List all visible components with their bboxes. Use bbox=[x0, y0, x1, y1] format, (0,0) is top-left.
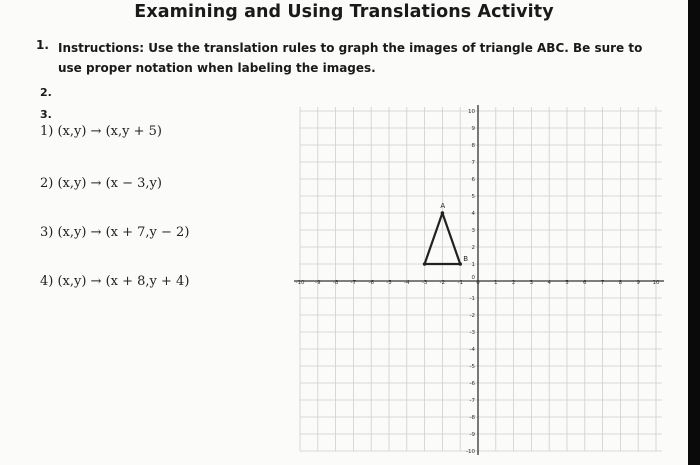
translation-rule-3: 3) (x,y) → (x + 7,y − 2) bbox=[40, 225, 190, 240]
x-tick-label: -9 bbox=[315, 280, 321, 286]
origin-label: 0 bbox=[471, 275, 475, 281]
y-tick-label: 3 bbox=[471, 228, 475, 234]
instruction-text: Instructions: Use the translation rules to graph the images of triangle ABC. Be sure to use proper notation when labeling the images. bbox=[58, 41, 643, 75]
y-tick-label: -10 bbox=[466, 449, 475, 455]
x-tick-label: 5 bbox=[565, 280, 569, 286]
y-tick-label: 7 bbox=[471, 160, 475, 166]
y-tick-label: -1 bbox=[469, 296, 475, 302]
x-tick-label: -7 bbox=[350, 280, 357, 286]
y-tick-label: -9 bbox=[469, 432, 475, 438]
x-tick-label: -3 bbox=[421, 280, 428, 286]
vertex-label-a: A bbox=[440, 202, 446, 210]
y-tick-label: -8 bbox=[469, 415, 475, 421]
x-tick-label: 6 bbox=[583, 280, 587, 286]
translation-rule-4: 4) (x,y) → (x + 8,y + 4) bbox=[40, 274, 190, 289]
x-tick-label: 4 bbox=[547, 280, 551, 286]
x-tick-label: -2 bbox=[439, 280, 446, 286]
y-tick-label: 10 bbox=[468, 109, 475, 115]
x-tick-label: 0 bbox=[476, 280, 480, 286]
x-tick-label: -5 bbox=[386, 280, 392, 286]
y-tick-label: 6 bbox=[471, 177, 475, 183]
triangle-vertex bbox=[423, 262, 427, 266]
item-number-3: 3. bbox=[40, 108, 52, 121]
x-tick-label: 8 bbox=[618, 280, 623, 286]
x-tick-label: -8 bbox=[332, 280, 339, 286]
y-tick-label: 5 bbox=[471, 194, 475, 200]
item-number-2: 2. bbox=[40, 86, 52, 99]
x-tick-label: 9 bbox=[636, 280, 640, 286]
y-tick-label: 2 bbox=[471, 245, 475, 251]
y-tick-label: 4 bbox=[471, 211, 475, 217]
vertex-label-b: B bbox=[463, 255, 469, 263]
y-tick-label: -4 bbox=[469, 347, 475, 353]
y-tick-label: -5 bbox=[469, 364, 475, 370]
translation-rule-2: 2) (x,y) → (x − 3,y) bbox=[40, 176, 162, 191]
instruction-number: 1. bbox=[36, 38, 49, 52]
y-tick-label: 8 bbox=[471, 143, 475, 149]
x-tick-label: -1 bbox=[457, 280, 463, 286]
triangle-vertex bbox=[441, 211, 445, 215]
y-tick-label: 1 bbox=[471, 262, 475, 268]
translation-rule-1: 1) (x,y) → (x,y + 5) bbox=[40, 124, 162, 139]
y-tick-label: -2 bbox=[469, 313, 475, 319]
x-tick-label: 7 bbox=[600, 280, 605, 286]
triangle-vertex bbox=[458, 262, 462, 266]
x-tick-label: 10 bbox=[652, 280, 660, 286]
y-tick-label: 9 bbox=[471, 126, 475, 132]
x-tick-label: -10 bbox=[295, 280, 305, 286]
x-tick-label: 2 bbox=[511, 280, 516, 286]
y-tick-label: -6 bbox=[469, 381, 475, 387]
x-tick-label: 3 bbox=[529, 280, 534, 286]
x-tick-label: 1 bbox=[494, 280, 498, 286]
x-tick-label: -4 bbox=[404, 280, 410, 286]
y-tick-label: -7 bbox=[469, 398, 475, 404]
page-title: Examining and Using Translations Activity bbox=[134, 2, 554, 22]
x-tick-label: -6 bbox=[368, 280, 374, 286]
y-tick-label: -3 bbox=[469, 330, 475, 336]
